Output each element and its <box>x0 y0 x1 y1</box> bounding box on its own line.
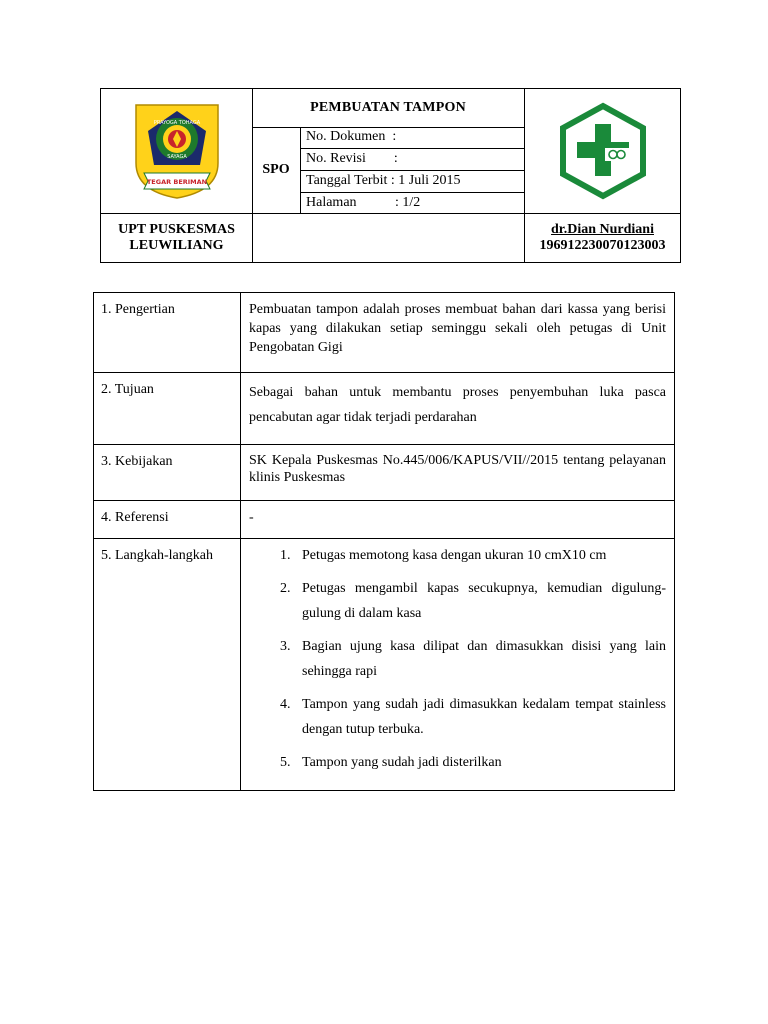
list-item: 1. Petugas memotong kasa dengan ukuran 10 cmX10 cm <box>294 543 666 568</box>
puskesmas-cross-hexagon-icon <box>557 102 649 200</box>
row-content: Sebagai bahan untuk membantu proses penyembuhan luka pasca pencabutan agar tidak terjadi perdarahan <box>241 373 675 445</box>
org-line-2: LEUWILIANG <box>129 238 224 253</box>
row-label: 1. Pengertian <box>94 293 241 373</box>
table-row <box>94 445 675 501</box>
row-content: - <box>241 501 675 539</box>
signer-nip: 196912230070123003 <box>539 238 666 253</box>
row-label: 4. Referensi <box>94 501 241 539</box>
steps-list <box>249 543 666 775</box>
signer-name: dr.Dian Nurdiani <box>551 222 654 237</box>
row-label: 5. Langkah-langkah <box>94 539 241 791</box>
district-logo-cell <box>101 89 252 213</box>
svg-text:PRAYOGA TOHAGA: PRAYOGA TOHAGA <box>153 120 200 126</box>
svg-text:SAYAGA: SAYAGA <box>166 154 187 160</box>
document-title: PEMBUATAN TAMPON <box>310 100 466 115</box>
org-line-1: UPT PUSKESMAS <box>118 222 235 237</box>
list-item: 4. Tampon yang sudah jadi dimasukkan kedalam tempat stainless dengan tutup terbuka. <box>294 692 666 742</box>
issue-date-row: Tanggal Terbit : 1 Juli 2015 <box>306 173 461 188</box>
row-label: 2. Tujuan <box>94 373 241 445</box>
row-content: Pembuatan tampon adalah proses membuat bahan dari kassa yang berisi kapas yang dilakukan setiap seminggu sekali oleh petugas di Unit Pengobatan Gigi <box>241 293 675 373</box>
list-item: 3. Bagian ujung kasa dilipat dan dimasukkan disisi yang lain sehingga rapi <box>294 634 666 684</box>
list-item: 5. Tampon yang sudah jadi disterilkan <box>294 750 666 775</box>
svg-text:TEGAR BERIMAN: TEGAR BERIMAN <box>146 178 207 186</box>
spo-label: SPO <box>262 162 290 177</box>
table-row <box>94 501 675 539</box>
row-label: 3. Kebijakan <box>94 445 241 501</box>
row-content: SK Kepala Puskesmas No.445/006/KAPUS/VII//2015 tentang pelayanan klinis Puskesmas <box>241 445 675 501</box>
document-header <box>100 88 681 263</box>
page-row: Halaman : 1/2 <box>306 195 421 210</box>
table-row <box>94 539 675 791</box>
procedure-table <box>93 292 675 791</box>
divider <box>300 170 524 171</box>
puskesmas-logo-cell <box>524 89 681 213</box>
doc-number-row: No. Dokumen : <box>306 129 397 144</box>
table-row <box>94 373 675 445</box>
divider <box>300 192 524 193</box>
revision-row: No. Revisi : <box>306 151 398 166</box>
divider <box>300 148 524 149</box>
row-content <box>241 539 675 791</box>
organization-name <box>101 213 252 263</box>
table-row <box>94 293 675 373</box>
list-item: 2. Petugas mengambil kapas secukupnya, kemudian digulung-gulung di dalam kasa <box>294 576 666 626</box>
district-emblem-logo <box>130 101 224 201</box>
signatory <box>524 213 681 263</box>
